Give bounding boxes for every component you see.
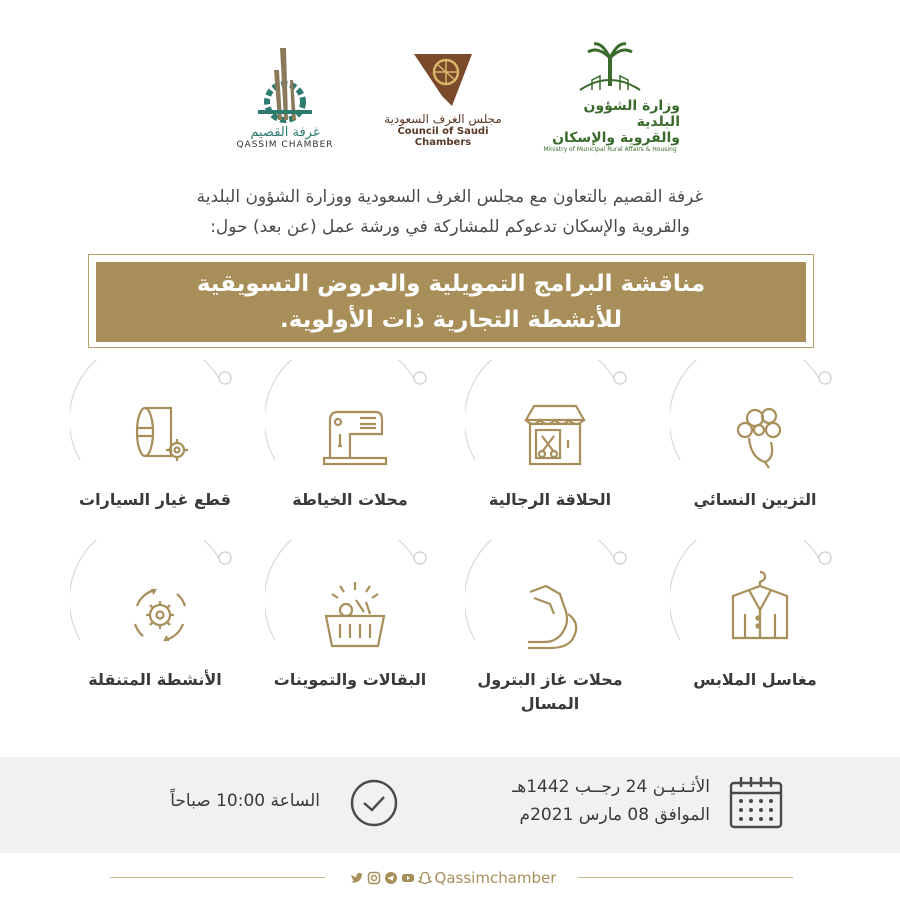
footer: [0, 866, 900, 890]
ministry-logo-arabic-1: وزارة الشؤون البلدية: [583, 98, 680, 130]
date-hijri: الأثـنـيـن 24 رجــب 1442هـ: [512, 777, 710, 797]
date-gregorian: الموافق 08 مارس 2021م: [519, 805, 710, 825]
activity-item: [60, 540, 250, 710]
mobile-activity-cycle-icon: [125, 580, 195, 650]
car-parts-icon: [125, 400, 195, 470]
calendar-icon: [727, 773, 785, 831]
event-time: [140, 775, 400, 835]
ministry-logo-arabic-2: والقروية والإسكان: [552, 130, 680, 146]
activity-item: [455, 360, 645, 530]
council-logo-arabic: مجلس الغرف السعودية: [384, 112, 502, 126]
intro-line-2: والقروية والإسكان تدعوكم للمشاركة في ورشة عمل (عن بعد) حول:: [210, 217, 690, 237]
qassim-tower-icon: [240, 40, 330, 125]
ministry-logo-english: Ministry of Municipal Rural Affairs & Housing: [543, 146, 677, 153]
activity-label: الأنشطة المتنقلة: [88, 670, 222, 689]
activity-label: قطع غيار السيارات: [79, 490, 231, 509]
activity-item: [660, 540, 850, 710]
woman-hair-icon: [725, 400, 795, 470]
activity-label: التزيين النسائي: [693, 490, 817, 509]
activity-item: [60, 360, 250, 530]
activity-item: [455, 540, 645, 713]
event-date: [505, 771, 785, 851]
intro-text: [120, 182, 780, 242]
activity-label: محلات غاز البترول المسال: [477, 670, 623, 713]
activity-label: محلات الخياطة: [292, 490, 408, 509]
workshop-title-banner: [96, 262, 806, 342]
barbershop-icon: [520, 400, 590, 470]
activity-label: البقالات والتموينات: [273, 670, 427, 689]
laundry-jacket-icon: [725, 560, 795, 650]
telegram-icon[interactable]: [384, 871, 398, 885]
snapchat-icon[interactable]: [418, 871, 432, 885]
activity-label: مغاسل الملابس: [693, 670, 817, 689]
social-links: [333, 866, 573, 890]
sewing-machine-icon: [320, 400, 390, 470]
ministry-logo: [540, 40, 680, 170]
twitter-icon[interactable]: [350, 871, 364, 885]
intro-line-1: غرفة القصيم بالتعاون مع مجلس الغرف السعودية ووزارة الشؤون البلدية: [196, 187, 704, 207]
title-line-1: مناقشة البرامج التمويلية والعروض التسويقية: [196, 271, 706, 297]
footer-divider-left: [110, 877, 325, 878]
activity-item: [255, 540, 445, 710]
title-line-2: للأنشطة التجارية ذات الأولوية.: [280, 307, 622, 333]
time-text: الساعة 10:00 صباحاً: [170, 791, 320, 811]
qassim-chamber-logo: [225, 40, 345, 170]
council-shield-icon: [408, 40, 478, 112]
qassim-logo-english: QASSIM CHAMBER: [236, 140, 334, 150]
ministry-palm-icon: [570, 40, 650, 98]
activity-item: [255, 360, 445, 530]
footer-divider-right: [578, 877, 793, 878]
activity-item: [660, 360, 850, 530]
youtube-icon[interactable]: [401, 871, 415, 885]
council-logo: [368, 40, 518, 170]
date-text: [512, 773, 710, 829]
clock-icon: [348, 777, 400, 829]
logos-header: [0, 40, 900, 170]
gas-nozzle-icon: [520, 580, 590, 650]
grocery-basket-icon: [320, 580, 390, 650]
qassim-logo-arabic: غرفة القصيم: [250, 125, 320, 140]
social-handle[interactable]: Qassimchamber: [434, 869, 557, 887]
activity-label: الحلاقة الرجالية: [488, 490, 612, 509]
instagram-icon[interactable]: [367, 871, 381, 885]
council-logo-english: Council of Saudi Chambers: [397, 126, 489, 148]
